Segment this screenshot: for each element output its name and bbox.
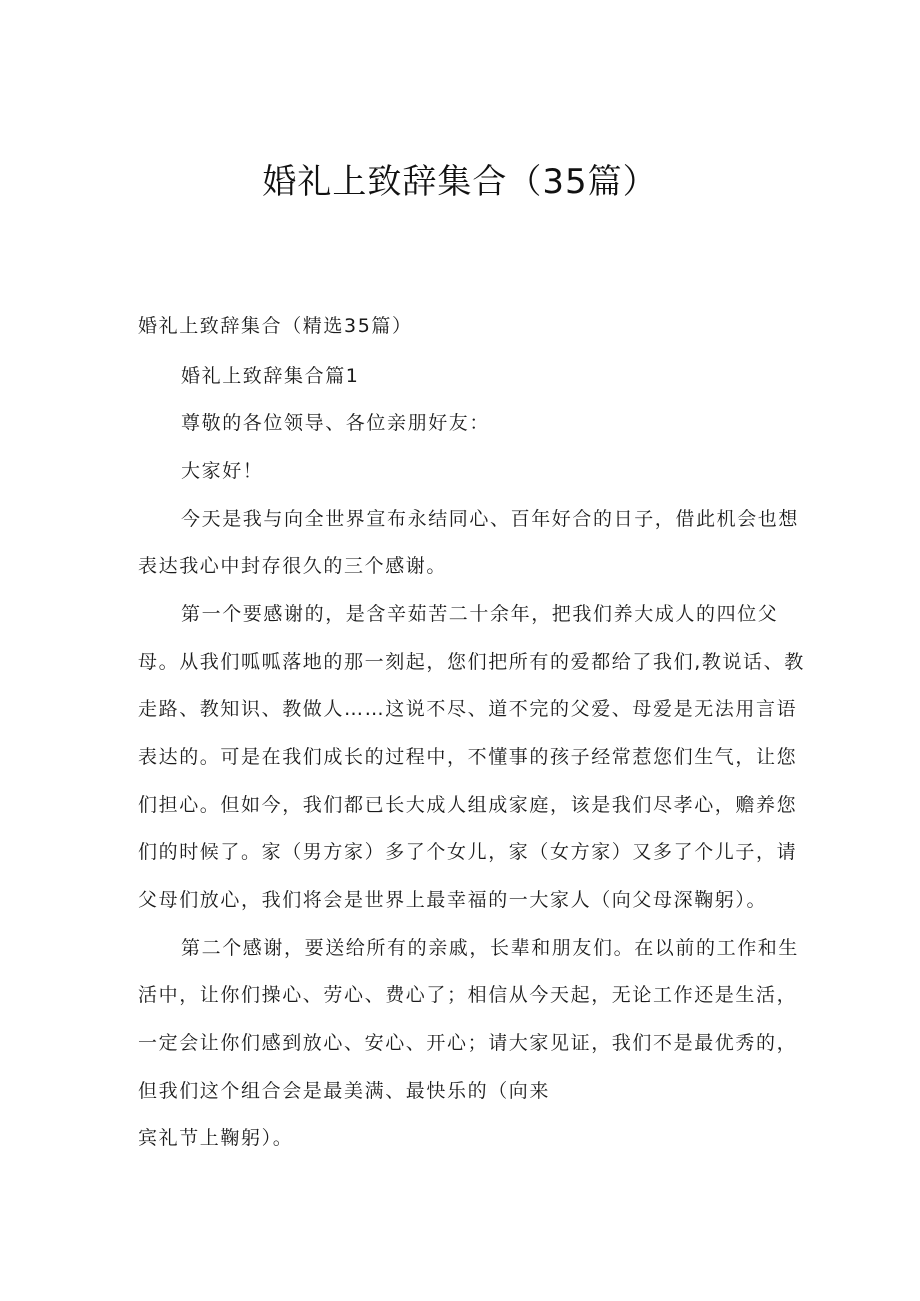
- paragraph-line: 但我们这个组合会是最美满、最快乐的（向来: [138, 1080, 551, 1102]
- paragraph-line: 今天是我与向全世界宣布永结同心、百年好合的日子，借此机会也想: [181, 508, 800, 530]
- paragraph-line: 母。从我们呱呱落地的那一刻起，您们把所有的爱都给了我们,教说话、教: [138, 651, 805, 673]
- paragraph-line: 们的时候了。家（男方家）多了个女儿，家（女方家）又多了个儿子，请: [138, 841, 798, 863]
- section-heading: 婚礼上致辞集合篇1: [181, 365, 360, 387]
- paragraph-line: 表达我心中封存很久的三个感谢。: [138, 555, 448, 577]
- paragraph-line: 第一个要感谢的，是含辛茹苦二十余年，把我们养大成人的四位父: [181, 603, 779, 625]
- paragraph-line: 宾礼节上鞠躬）。: [138, 1127, 294, 1149]
- salutation: 尊敬的各位领导、各位亲朋好友：: [181, 412, 491, 434]
- paragraph-line: 一定会让你们感到放心、安心、开心；请大家见证，我们不是最优秀的，: [138, 1032, 798, 1054]
- paragraph-line: 父母们放心，我们将会是世界上最幸福的一大家人（向父母深鞠躬）。: [138, 889, 768, 911]
- paragraph-line: 表达的。可是在我们成长的过程中，不懂事的孩子经常惹您们生气，让您: [138, 746, 798, 768]
- document-title: 婚礼上致辞集合（35篇）: [262, 162, 658, 202]
- document-subtitle: 婚礼上致辞集合（精选35篇）: [138, 315, 413, 337]
- paragraph-line: 第二个感谢，要送给所有的亲戚，长辈和朋友们。在以前的工作和生: [181, 937, 800, 959]
- paragraph-line: 活中，让你们操心、劳心、费心了；相信从今天起，无论工作还是生活，: [138, 984, 798, 1006]
- paragraph-line: 们担心。但如今，我们都已长大成人组成家庭，该是我们尽孝心，赡养您: [138, 794, 798, 816]
- greeting: 大家好！: [181, 460, 264, 482]
- paragraph-line: 走路、教知识、教做人……这说不尽、道不完的父爱、母爱是无法用言语: [138, 698, 798, 720]
